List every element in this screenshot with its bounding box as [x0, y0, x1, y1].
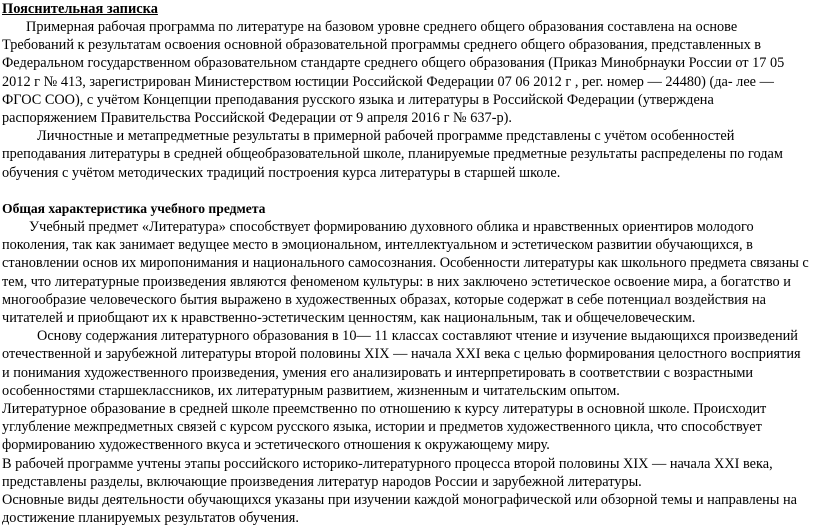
intro-paragraph-1: Примерная рабочая программа по литературе на базовом уровне среднего общего образования составлена на основе Требований к результатам освоения основной образовательной программы среднего общего образования, представленных в Федеральном государственном образовательном стандарте среднего общего образования (Приказ Минобрнауки России от 17 05 2012 г № 413, зарегистрирован Министерством юстиции Российской Федерации 07 06 2012 г , рег. номер — 24480) (да- лее — ФГОС СОО), с учётом Концепции преподавания русского языка и литературы в Российской Федерации (утверждена распоряжением Правительства Российской Федерации от 9 апреля 2016 г № 637-р).: [2, 19, 785, 127]
section-paragraph-2: Основу содержания литературного образования в 10— 11 классах составляют чтение и изучение выдающихся произведений отечественной и зарубежной литературы второй половины XIX — начала XXI века с целью формирования целостного восприятия и понимания художественного произведения, умения его анализировать и интерпретировать в соответствии с возрастными особенностями старшеклассников, их литературным развитием, жизненным и читательским опытом.: [2, 328, 801, 399]
intro-paragraph-2: Личностные и метапредметные результаты в примерной рабочей программе представлены с учётом особенностей преподавания литературы в средней общеобразовательной школе, планируемые предметные результаты распределены по годам обучения с учётом методических традиций построения курса литературы в старшей школе.: [2, 128, 783, 181]
section-paragraph-1: Учебный предмет «Литература» способствует формированию духовного облика и нравственных ориентиров молодого поколения, так как занимает ведущее место в эмоциональном, интеллектуальном и эстетическом развитии обучающихся, в становлении основ их миропонимания и национального самосознания. Особенности литературы как школьного предмета связаны с тем, что литературные произведения являются феноменом культуры: в них заключено эстетическое освоение мира, а богатство и многообразие человеческого бытия выражено в художественных образах, которые содержат в себе потенциал воздействия на читателей и приобщают их к нравственно-эстетическим ценностям, как национальным, так и общечеловеческим.: [2, 219, 809, 327]
section-paragraph-5: Основные виды деятельности обучающихся указаны при изучении каждой монографической или обзорной темы и направлены на достижение планируемых результатов обучения.: [2, 492, 797, 527]
section-paragraph-4: В рабочей программе учтены этапы российского историко-литературного процесса второй половины XIX — начала XXI века, представлены разделы, включающие произведения литератур народов России и зарубежной литературы.: [2, 455, 773, 490]
document-title: Пояснительная записка: [2, 1, 158, 17]
section-title: Общая характеристика учебного предмета: [2, 200, 266, 216]
section-spacer: [2, 182, 810, 200]
section-paragraph-3: Литературное образование в средней школе преемственно по отношению к курсу литературы в основной школе. Происходит углубление межпредметных связей с курсом русского языка, истории и предметов художественного цикла, что способствует формированию художественного вкуса и эстетического отношения к окружающему миру.: [2, 401, 767, 454]
